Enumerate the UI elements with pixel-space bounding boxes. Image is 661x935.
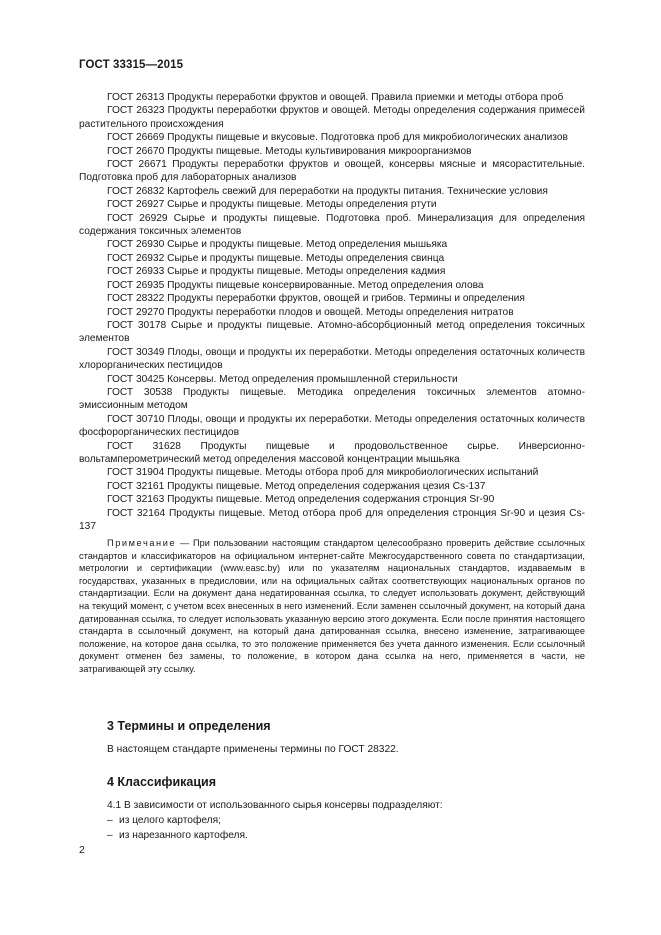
reference-item: ГОСТ 26313 Продукты переработки фруктов и овощей. Правила приемки и методы отбора проб <box>107 92 564 103</box>
page-number: 2 <box>79 844 85 856</box>
reference-item: ГОСТ 26932 Сырье и продукты пищевые. Методы определения свинца <box>107 252 445 264</box>
reference-item: ГОСТ 26670 Продукты пищевые. Методы культивирования микроорганизмов <box>107 145 472 157</box>
section-3-text: В настоящем стандарте применены термины по ГОСТ 28322. <box>107 744 399 755</box>
reference-item: ГОСТ 26930 Сырье и продукты пищевые. Метод определения мышьяка <box>107 239 448 251</box>
reference-item: ГОСТ 26927 Сырье и продукты пищевые. Методы определения ртути <box>107 199 437 211</box>
reference-item: ГОСТ 29270 Продукты переработки плодов и овощей. Методы определения нитратов <box>107 306 514 318</box>
reference-item: ГОСТ 26669 Продукты пищевые и вкусовые. Подготовка проб для микробиологических анализов <box>107 132 568 144</box>
reference-item: ГОСТ 31628 Продукты пищевые и продовольственное сырье. Инверсионно-вольтамперометрический метод определения массовой концентрации мышьяка <box>79 440 585 465</box>
document-header: ГОСТ 33315—2015 <box>79 59 184 71</box>
list-dash: – <box>107 830 113 841</box>
reference-item: ГОСТ 26671 Продукты переработки фруктов и овощей, консервы мясные и мясорастительные. Подготовка проб для лабораторных анализов <box>79 159 585 184</box>
reference-item: ГОСТ 30349 Плоды, овощи и продукты их переработки. Методы определения остаточных количеств хлорорганических пестицидов <box>79 346 585 372</box>
list-item <box>107 815 221 826</box>
reference-item: ГОСТ 32161 Продукты пищевые. Метод определения содержания цезия Cs-137 <box>107 480 486 492</box>
reference-item: ГОСТ 26935 Продукты пищевые консервированные. Метод определения олова <box>107 279 484 291</box>
note-label: Примечание <box>107 538 177 548</box>
reference-item: ГОСТ 26929 Сырье и продукты пищевые. Подготовка проб. Минерализация для определения содержания токсичных элементов <box>79 212 585 238</box>
section-4-intro: 4.1 В зависимости от использованного сырья консервы подразделяют: <box>107 800 443 811</box>
reference-item: ГОСТ 30710 Плоды, овощи и продукты их переработки. Методы определения остаточных количеств фосфорорганических пестицидов <box>79 413 585 439</box>
references-list <box>79 91 585 533</box>
section-3-heading: 3 Термины и определения <box>107 719 271 733</box>
reference-item: ГОСТ 26832 Картофель свежий для переработки на продукты питания. Технические условия <box>107 185 548 197</box>
reference-item: ГОСТ 30538 Продукты пищевые. Методика определения токсичных элементов атомно-эмиссионным методом <box>79 386 585 412</box>
section-4-heading: 4 Классификация <box>107 775 217 789</box>
reference-item: ГОСТ 26323 Продукты переработки фруктов и овощей. Методы определения содержания примесей растительного происхождения <box>79 105 585 130</box>
reference-item: ГОСТ 30425 Консервы. Метод определения промышленной стерильности <box>107 373 458 385</box>
list-item-text: из нарезанного картофеля. <box>119 830 248 841</box>
note-paragraph <box>79 537 585 676</box>
reference-item: ГОСТ 31904 Продукты пищевые. Методы отбора проб для микробиологических испытаний <box>107 467 539 479</box>
reference-item: ГОСТ 28322 Продукты переработки фруктов, овощей и грибов. Термины и определения <box>107 293 525 305</box>
list-item-text: из целого картофеля; <box>119 815 221 826</box>
reference-item: ГОСТ 32163 Продукты пищевые. Метод определения содержания стронция Sr-90 <box>107 494 495 506</box>
reference-item: ГОСТ 32164 Продукты пищевые. Метод отбора проб для определения стронция Sr-90 и цезия Cs-137 <box>79 507 585 532</box>
note-text: — При пользовании настоящим стандартом целесообразно проверить действие ссылочных стандартов и классификаторов на официальном интернет-сайте Межгосударственного совета по стандартизации, метрологии и сертификации (www.easc.by) или по указателям национальных стандартов, издаваемым в государствах, указанных в предисловии, или на официальных сайтах соответствующих национальных органов по стандартизации. Если на документ дана недатированная ссылка, то следует использовать документ, действующий на текущий момент, с учетом всех внесенных в него изменений. Если заменен ссылочный документ, на который дана датированная ссылка, то следует использовать указанную версию этого документа. Если после принятия настоящего стандарта в ссылочный документ, на который дана датированная ссылка, внесено изменение, затрагивающее положение, на которое дана ссылка, то это положение применяется без учета данного изменения. Если ссылочный документ отменен без замены, то положение, в котором дана ссылка на него, применяется в части, не затрагивающей эту ссылку. <box>79 538 585 674</box>
reference-item: ГОСТ 30178 Сырье и продукты пищевые. Атомно-абсорбционный метод определения токсичных элементов <box>79 319 585 345</box>
list-item <box>107 830 248 841</box>
reference-item: ГОСТ 26933 Сырье и продукты пищевые. Методы определения кадмия <box>107 266 446 278</box>
list-dash: – <box>107 815 113 826</box>
